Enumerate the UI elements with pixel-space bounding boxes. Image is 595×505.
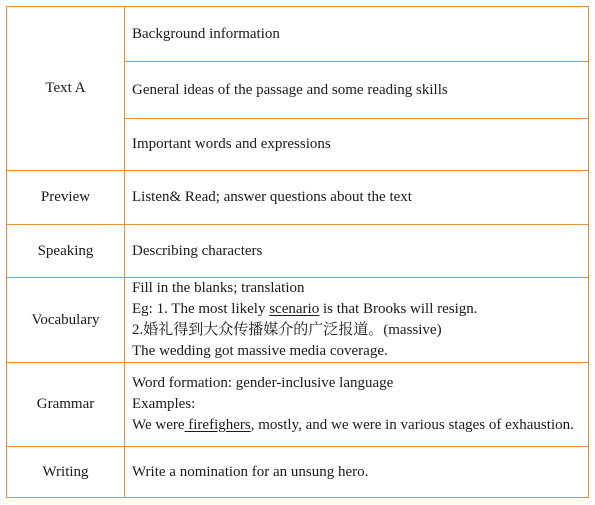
vocabulary-content [125, 278, 589, 363]
text-a-item: Important words and expressions [125, 119, 589, 171]
text-a-item: Background information [125, 7, 589, 62]
row-label-vocabulary: Vocabulary [7, 278, 125, 363]
row-label-speaking: Speaking [7, 225, 125, 278]
preview-content: Listen& Read; answer questions about the text [125, 171, 589, 225]
table-row [7, 171, 589, 225]
vocabulary-line: The wedding got massive media coverage. [132, 343, 388, 359]
example-text: We were [132, 417, 185, 433]
table-row [7, 363, 589, 447]
row-label-text-a: Text A [7, 7, 125, 171]
underlined-word: firefighers [184, 417, 251, 433]
table-row [7, 7, 589, 62]
example-text: , mostly, and we were in various stages of exhaustion. [250, 417, 574, 433]
underlined-word: scenario [269, 301, 320, 317]
table-row [7, 278, 589, 363]
example-text: Eg: 1. The most likely [132, 301, 270, 317]
table-row [7, 225, 589, 278]
table-row [7, 447, 589, 498]
row-label-preview: Preview [7, 171, 125, 225]
grammar-content [125, 363, 589, 447]
vocabulary-line: 2.婚礼得到大众传播媒介的广泛报道。(massive) [132, 322, 442, 338]
row-label-writing: Writing [7, 447, 125, 498]
text-a-item: General ideas of the passage and some reading skills [125, 62, 589, 119]
lesson-plan-table [6, 6, 589, 498]
grammar-line: Examples: [132, 396, 196, 412]
vocabulary-example-line [132, 299, 582, 320]
grammar-line: Word formation: gender-inclusive language [132, 375, 394, 391]
row-label-grammar: Grammar [7, 363, 125, 447]
example-text: is that Brooks will resign. [319, 301, 478, 317]
writing-content: Write a nomination for an unsung hero. [125, 447, 589, 498]
grammar-example-line [132, 415, 582, 436]
vocabulary-line: Fill in the blanks; translation [132, 280, 305, 296]
speaking-content: Describing characters [125, 225, 589, 278]
